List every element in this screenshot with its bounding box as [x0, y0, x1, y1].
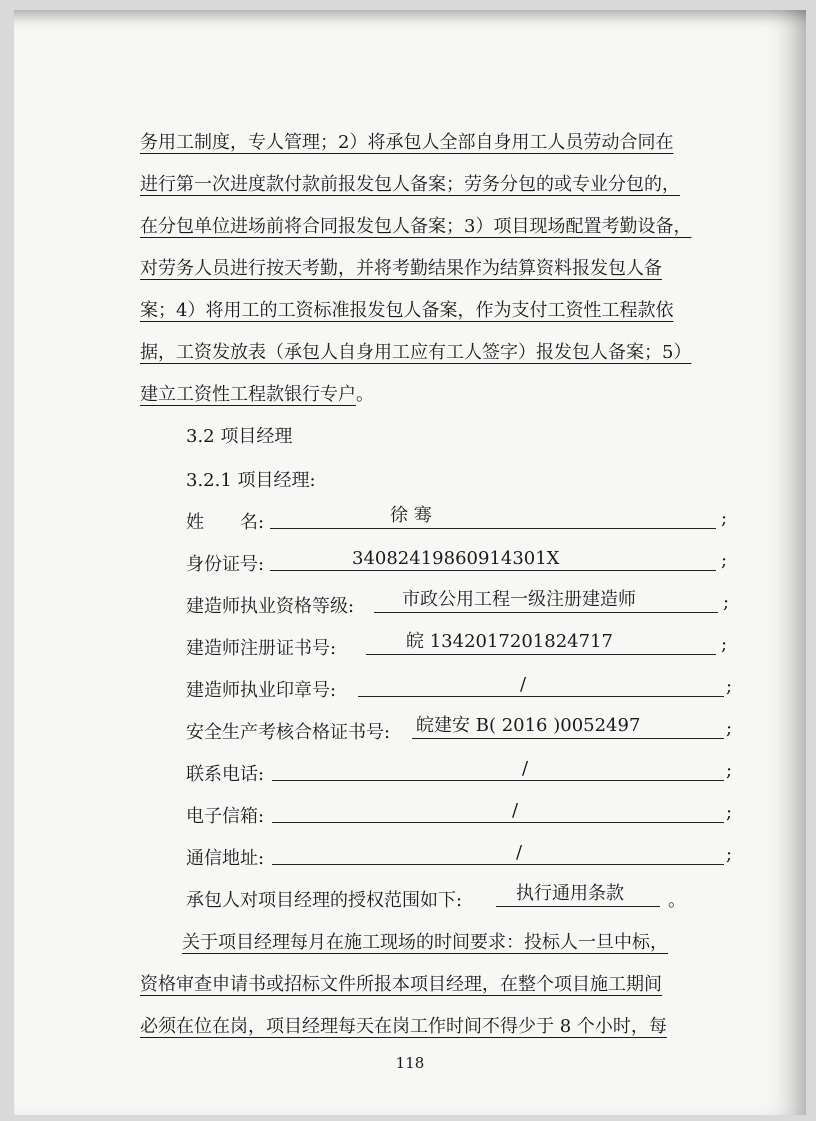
- field-label-name: 姓 名:: [186, 512, 265, 533]
- field-value-seal: [358, 676, 724, 697]
- field-semicolon: ;: [726, 718, 733, 739]
- subsection-heading: 3.2.1 项目经理:: [186, 470, 316, 491]
- page-number: 118: [395, 1054, 425, 1072]
- field-semicolon: ;: [723, 592, 730, 613]
- field-value-safety-cert-text: 皖建安 B( 2016 )0052497: [416, 715, 641, 736]
- para1-line-3: 在分包单位进场前将合同报发包人备案；3）项目现场配置考勤设备，: [140, 216, 692, 237]
- para2-line-1: 关于项目经理每月在施工现场的时间要求：投标人一旦中标，: [182, 932, 668, 953]
- para1-line-7-text: 建立工资性工程款银行专户: [140, 384, 356, 405]
- field-semicolon: ;: [721, 508, 728, 529]
- section-heading: 3.2 项目经理: [186, 426, 293, 447]
- field-label-address: 通信地址:: [186, 848, 265, 869]
- para1-line-1: 务用工制度，专人管理；2）将承包人全部自身用工人员劳动合同在: [140, 132, 674, 153]
- field-label-email: 电子信箱:: [186, 806, 265, 827]
- para1-line-5: 案；4）将用工的工资标准报发包人备案，作为支付工资性工程款依: [140, 300, 674, 321]
- field-value-name-text: 徐 骞: [390, 505, 432, 526]
- field-label-seal: 建造师执业印章号:: [186, 680, 337, 701]
- field-value-phone: [272, 760, 724, 781]
- document-page: [14, 10, 806, 1115]
- authority-label: 承包人对项目经理的授权范围如下:: [186, 890, 463, 911]
- para1-line-2: 进行第一次进度款付款前报发包人备案；劳务分包的或专业分包的，: [140, 174, 680, 195]
- field-value-address: [272, 844, 724, 865]
- para1-end: 。: [356, 384, 374, 405]
- field-value-phone-text: /: [522, 758, 529, 779]
- para2-line-3: 必须在位在岗，项目经理每天在岗工作时间不得少于 8 个小时，每: [140, 1016, 667, 1037]
- field-value-email-text: /: [512, 800, 519, 821]
- field-semicolon: ;: [726, 802, 733, 823]
- field-semicolon: ;: [721, 550, 728, 571]
- field-value-qualification-text: 市政公用工程一级注册建造师: [402, 589, 636, 610]
- field-semicolon: ;: [726, 676, 733, 697]
- field-value-name: [270, 505, 716, 529]
- para1-line-4: 对劳务人员进行按天考勤，并将考勤结果作为结算资料报发包人备: [140, 258, 662, 279]
- authority-value: [496, 883, 660, 907]
- field-value-seal-text: /: [520, 674, 527, 695]
- field-label-qualification: 建造师执业资格等级:: [186, 596, 355, 617]
- field-label-phone: 联系电话:: [186, 764, 265, 785]
- field-value-id: [270, 550, 716, 571]
- field-label-safety-cert: 安全生产考核合格证书号:: [186, 722, 391, 743]
- para2-line-2: 资格审查申请书或招标文件所报本项目经理，在整个项目施工期间: [140, 974, 662, 995]
- field-value-reg-cert: [366, 631, 716, 655]
- para1-line-7: [140, 380, 374, 406]
- field-value-address-text: /: [516, 842, 523, 863]
- authority-end: 。: [668, 890, 686, 911]
- field-value-email: [272, 802, 724, 823]
- field-label-id: 身份证号:: [186, 554, 265, 575]
- field-value-safety-cert: [412, 715, 724, 739]
- field-value-qualification: [374, 589, 718, 613]
- field-value-reg-cert-text: 皖 1342017201824717: [406, 631, 613, 652]
- field-label-reg-cert: 建造师注册证书号:: [186, 638, 337, 659]
- field-semicolon: ;: [721, 634, 728, 655]
- para1-line-6: 据，工资发放表（承包人自身用工应有工人签字）报发包人备案；5）: [140, 342, 692, 363]
- authority-value-text: 执行通用条款: [516, 883, 624, 904]
- field-semicolon: ;: [726, 844, 733, 865]
- field-value-id-text: 34082419860914301X: [352, 548, 560, 569]
- field-semicolon: ;: [726, 760, 733, 781]
